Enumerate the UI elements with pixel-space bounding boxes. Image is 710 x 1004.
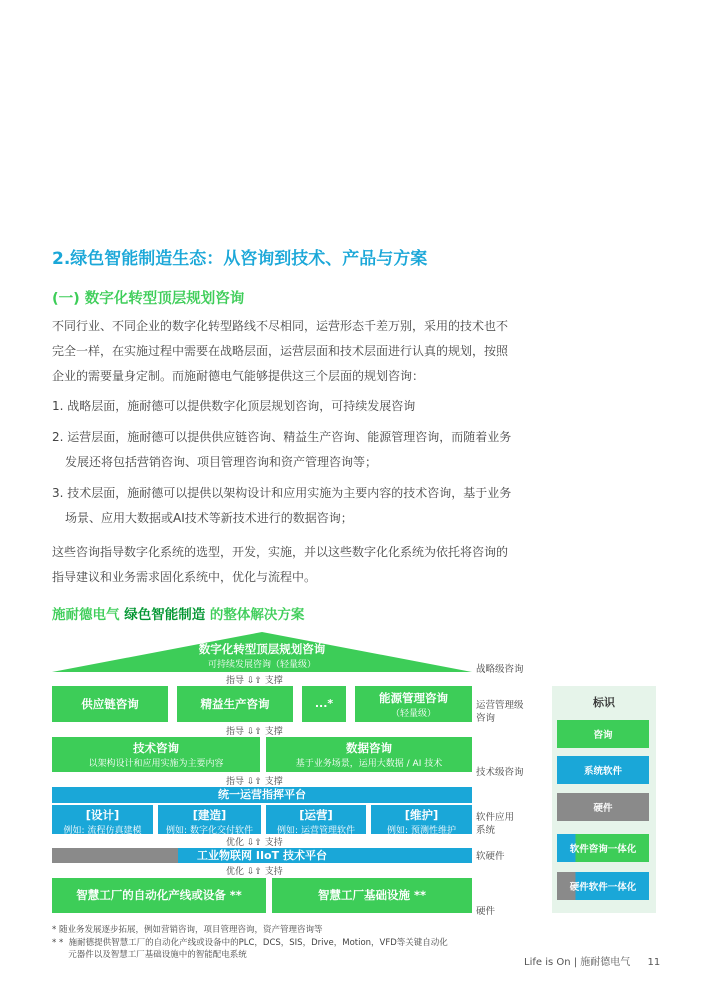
- tech-consulting: [52, 737, 260, 772]
- level-software-line: 软件应用: [476, 812, 515, 823]
- connector-guide-support: 指导 ⇩⇧ 支撑: [226, 727, 283, 737]
- closing-line: 指导建议和业务需求固化系统中，优化与流程中。: [52, 570, 317, 584]
- intro-paragraph: [52, 314, 542, 389]
- tech-title: 技术咨询: [133, 741, 179, 755]
- footer-brand: Life is On | 施耐德电气: [524, 957, 631, 968]
- footnote: * 随业务发展逐步拓展，例如营销咨询，项目管理咨询，资产管理咨询等: [52, 925, 323, 935]
- legend-software-consulting: 软件咨询一体化: [557, 834, 649, 862]
- lean-production-consulting: 精益生产咨询: [177, 686, 293, 722]
- closing-paragraph: [52, 540, 542, 590]
- level-software-line: 系统: [476, 825, 496, 836]
- energy-management-consulting: [355, 686, 472, 722]
- legend-system-software: 系统软件: [557, 756, 649, 784]
- connector-guide-support: 指导 ⇩⇧ 支撑: [226, 777, 283, 787]
- list-item-text: 发展还将包括营销咨询、项目管理咨询和资产管理咨询等；: [65, 455, 378, 469]
- roof-label: [140, 641, 384, 671]
- iiot-platform: 工业物联网 IIoT 技术平台: [52, 848, 472, 863]
- app-example: 例如: 预测性维护: [387, 826, 456, 836]
- more-consulting: ...*: [302, 686, 346, 722]
- closing-line: 这些咨询指导数字化系统的选型，开发，实施，并以这些数字化化系统为依托将咨询的: [52, 545, 509, 559]
- roof-title: 数字化转型顶层规划咨询: [198, 642, 326, 656]
- section-title: 2.绿色智能制造生态：从咨询到技术、产品与方案: [52, 249, 428, 269]
- energy-title: 能源管理咨询: [379, 691, 448, 705]
- app-build: [158, 805, 261, 834]
- list-item: [52, 425, 542, 475]
- diagram-title: [52, 603, 304, 623]
- list-item: [52, 394, 542, 419]
- roof-subtitle: 可持续发展咨询（轻量级）: [207, 660, 316, 670]
- subsection-title: (一) 数字化转型顶层规划咨询: [52, 291, 245, 307]
- app-title: [维护]: [404, 808, 439, 822]
- legend-title: 标识: [593, 696, 615, 709]
- data-title: 数据咨询: [346, 741, 392, 755]
- supply-chain-consulting: 供应链咨询: [52, 686, 168, 722]
- factory-infrastructure: 智慧工厂基础设施 **: [272, 878, 472, 913]
- app-title: [运营]: [299, 808, 333, 822]
- connector-guide-support: 指导 ⇩⇧ 支撑: [226, 676, 283, 686]
- legend-hardware: 硬件: [557, 793, 649, 821]
- diagram-title-brand: 施耐德电气: [52, 607, 125, 623]
- tech-subtitle: 以架构设计和应用实施为主要内容: [88, 759, 224, 769]
- app-operate: [266, 805, 366, 834]
- list-item-text: 3. 技术层面，施耐德可以提供以架构设计和应用实施为主要内容的技术咨询，基于业务: [52, 486, 512, 500]
- diagram-title-rest: 的整体解决方案: [205, 607, 305, 623]
- intro-line: 完全一样，在实施过程中需要在战略层面，运营层面和技术层面进行认真的规划，按照: [52, 344, 509, 358]
- intro-line: 企业的需要量身定制。而施耐德电气能够提供这三个层面的规划咨询：: [52, 369, 425, 383]
- list-item-text: 2. 运营层面，施耐德可以提供供应链咨询、精益生产咨询、能源管理咨询，而随着业务: [52, 430, 512, 444]
- footnote: * * 施耐德提供智慧工厂的自动化产线或设备中的PLC，DCS，SIS，Drive，Motion，VFD等关键自动化: [52, 938, 448, 948]
- app-title: [建造]: [192, 808, 227, 822]
- page-number: 11: [647, 957, 661, 968]
- connector-optimize-support: 优化 ⇩⇧ 支持: [226, 838, 283, 848]
- level-software-hardware: 软硬件: [476, 851, 505, 862]
- energy-subtitle: （轻量级）: [390, 709, 436, 719]
- app-design: [52, 805, 153, 834]
- app-maintain: [371, 805, 472, 834]
- list-item-text: 1. 战略层面，施耐德可以提供数字化顶层规划咨询，可持续发展咨询: [52, 399, 416, 413]
- unified-operations-platform: 统一运营指挥平台: [52, 787, 472, 803]
- level-operations-line: 咨询: [476, 713, 496, 724]
- list-item: [52, 481, 542, 531]
- app-example: 例如: 运营管理软件: [277, 826, 355, 836]
- footnote: 元器件以及智慧工厂基础设施中的智能配电系统: [52, 950, 247, 960]
- app-example: 例如: 数字化交付软件: [166, 826, 253, 836]
- factory-automation-lines: 智慧工厂的自动化产线或设备 **: [52, 878, 266, 913]
- app-example: 例如: 流程仿真建模: [63, 826, 142, 836]
- page-footer: [524, 953, 660, 968]
- intro-line: 不同行业、不同企业的数字化转型路线不尽相同，运营形态千差万别，采用的技术也不: [52, 319, 509, 333]
- legend-consulting: 咨询: [557, 720, 649, 748]
- level-software: [476, 811, 514, 837]
- level-operations: [476, 699, 524, 725]
- level-hardware: 硬件: [476, 906, 496, 917]
- list-item-text: 场景、应用大数据或AI技术等新技术进行的数据咨询；: [65, 511, 353, 525]
- app-title: [设计]: [85, 808, 120, 822]
- level-strategy: 战略级咨询: [476, 664, 524, 675]
- connector-optimize-support: 优化 ⇩⇧ 支持: [226, 867, 283, 877]
- data-subtitle: 基于业务场景，运用大数据 / AI 技术: [295, 759, 443, 769]
- data-consulting: [266, 737, 472, 772]
- diagram-title-highlight: 绿色智能制造: [124, 607, 206, 623]
- legend-hardware-software: 硬件软件一体化: [557, 872, 649, 900]
- level-technology: 技术级咨询: [476, 767, 524, 778]
- legend-panel: [552, 686, 656, 913]
- level-operations-line: 运营管理级: [476, 700, 524, 711]
